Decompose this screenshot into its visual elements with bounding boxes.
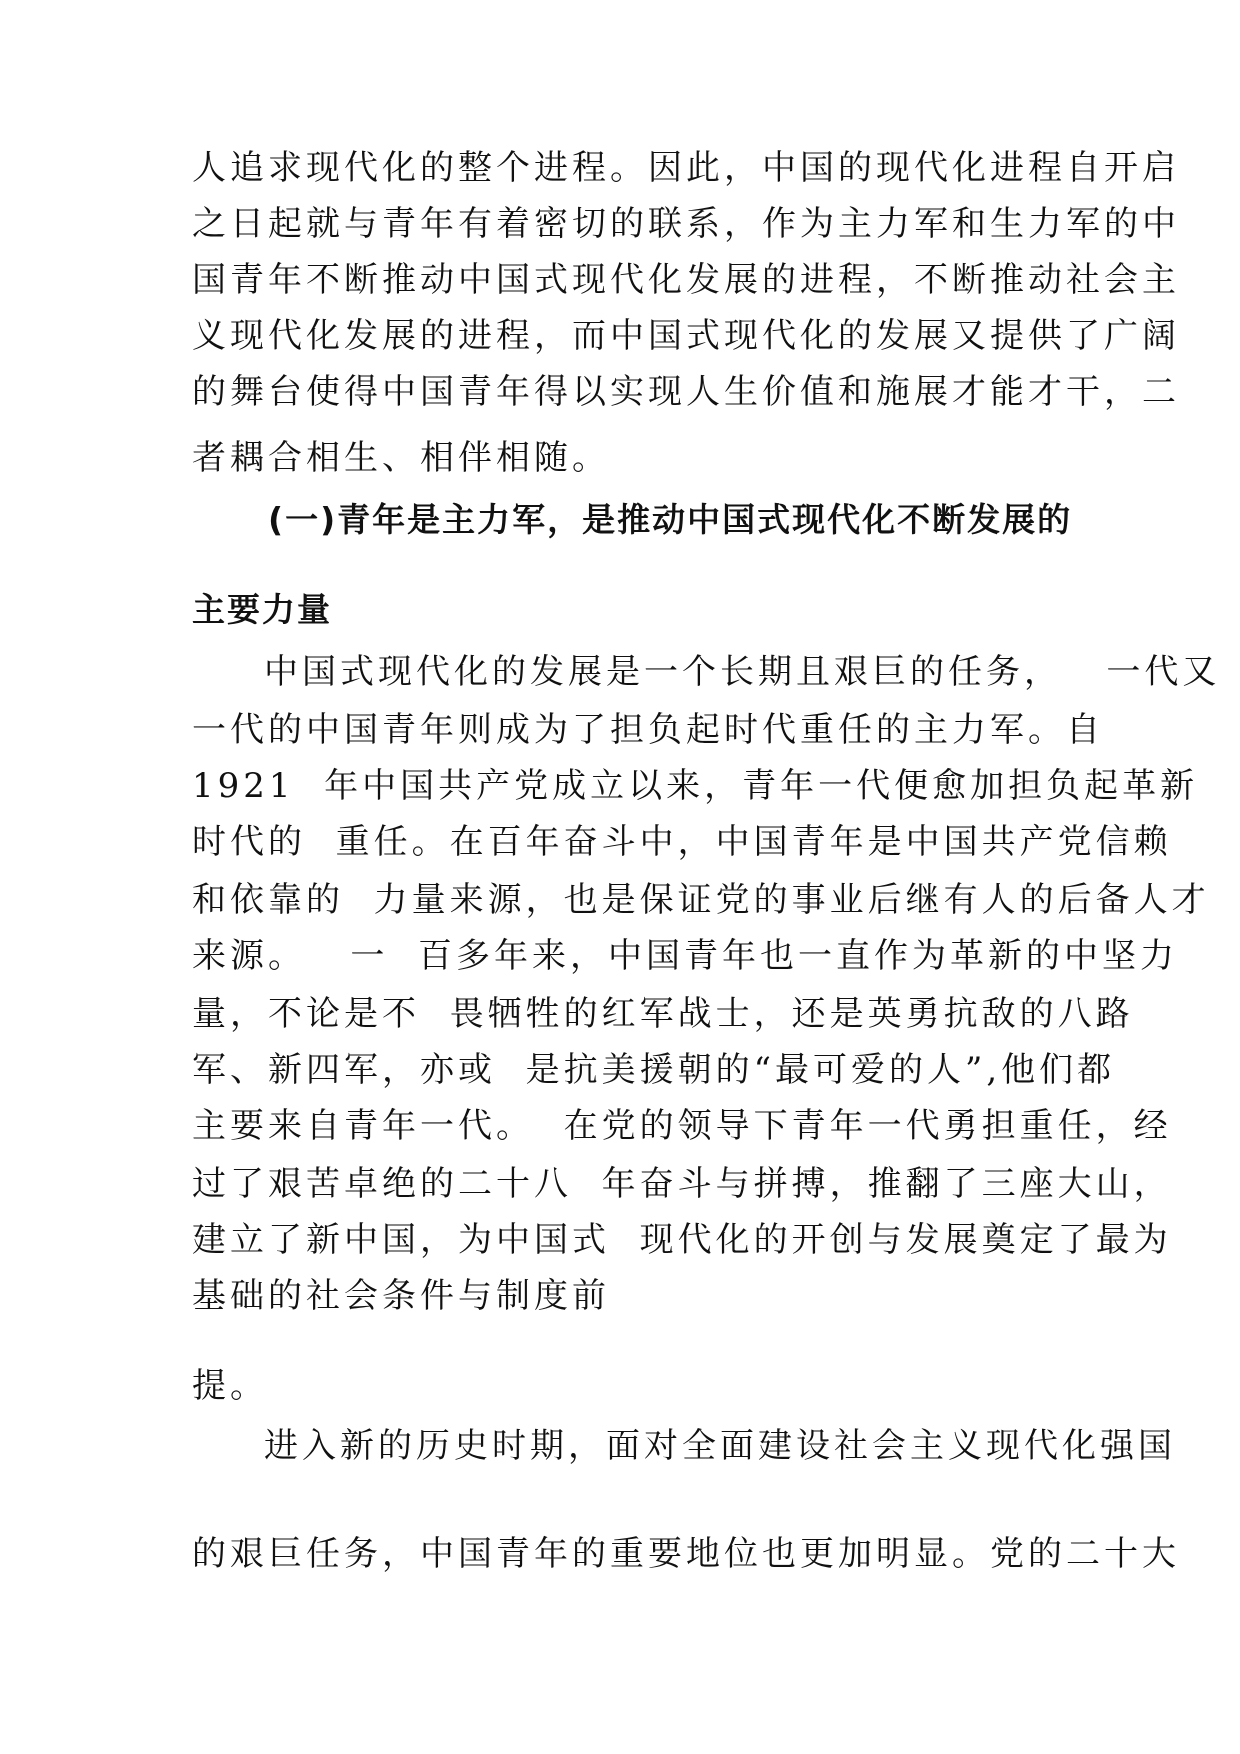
paragraph-line: 来源。 一 百多年来，中国青年也一直作为革新的中坚力: [192, 936, 1179, 976]
paragraph-line: 和依靠的 力量来源，也是保证党的事业后继有人的后备人才: [192, 880, 1210, 920]
section-heading: (一)青年是主力军，是推动中国式现代化不断发展的: [268, 500, 1073, 539]
paragraph-line: 者耦合相生、相伴相随。: [192, 438, 610, 478]
paragraph-line: 过了艰苦卓绝的二十八 年奋斗与拼搏，推翻了三座大山，: [192, 1164, 1172, 1204]
paragraph-line: 的艰巨任务，中国青年的重要地位也更加明显。党的二十大: [192, 1534, 1180, 1574]
paragraph-line: 基础的社会条件与制度前: [192, 1276, 610, 1316]
paragraph-line: 量，不论是不 畏牺牲的红军战士，还是英勇抗敌的八路: [192, 994, 1134, 1034]
paragraph-line: 之日起就与青年有着密切的联系，作为主力军和生力军的中: [192, 204, 1180, 244]
paragraph-line: 中国式现代化的发展是一个长期且艰巨的任务， 一代又: [264, 652, 1221, 692]
paragraph-line: 一代的中国青年则成为了担负起时代重任的主力军。自: [192, 710, 1104, 750]
paragraph-line: 时代的 重任。在百年奋斗中，中国青年是中国共产党信赖: [192, 822, 1172, 862]
paragraph-line: 国青年不断推动中国式现代化发展的进程，不断推动社会主: [192, 260, 1180, 300]
paragraph-line: 1921 年中国共产党成立以来，青年一代便愈加担负起革新: [192, 766, 1199, 806]
paragraph-line: 军、新四军，亦或 是抗美援朝的“最可爱的人”,他们都: [192, 1050, 1116, 1090]
paragraph-line: 义现代化发展的进程，而中国式现代化的发展又提供了广阔: [192, 316, 1180, 356]
paragraph-line: 提。: [192, 1366, 268, 1406]
paragraph-line: 主要来自青年一代。 在党的领导下青年一代勇担重任，经: [192, 1106, 1172, 1146]
section-heading-continuation: 主要力量: [192, 590, 332, 629]
paragraph-line: 建立了新中国，为中国式 现代化的开创与发展奠定了最为: [192, 1220, 1172, 1260]
paragraph-line: 进入新的历史时期，面对全面建设社会主义现代化强国: [264, 1426, 1176, 1466]
paragraph-line: 的舞台使得中国青年得以实现人生价值和施展才能才干，二: [192, 372, 1180, 412]
paragraph-line: 人追求现代化的整个进程。因此，中国的现代化进程自开启: [192, 148, 1180, 188]
